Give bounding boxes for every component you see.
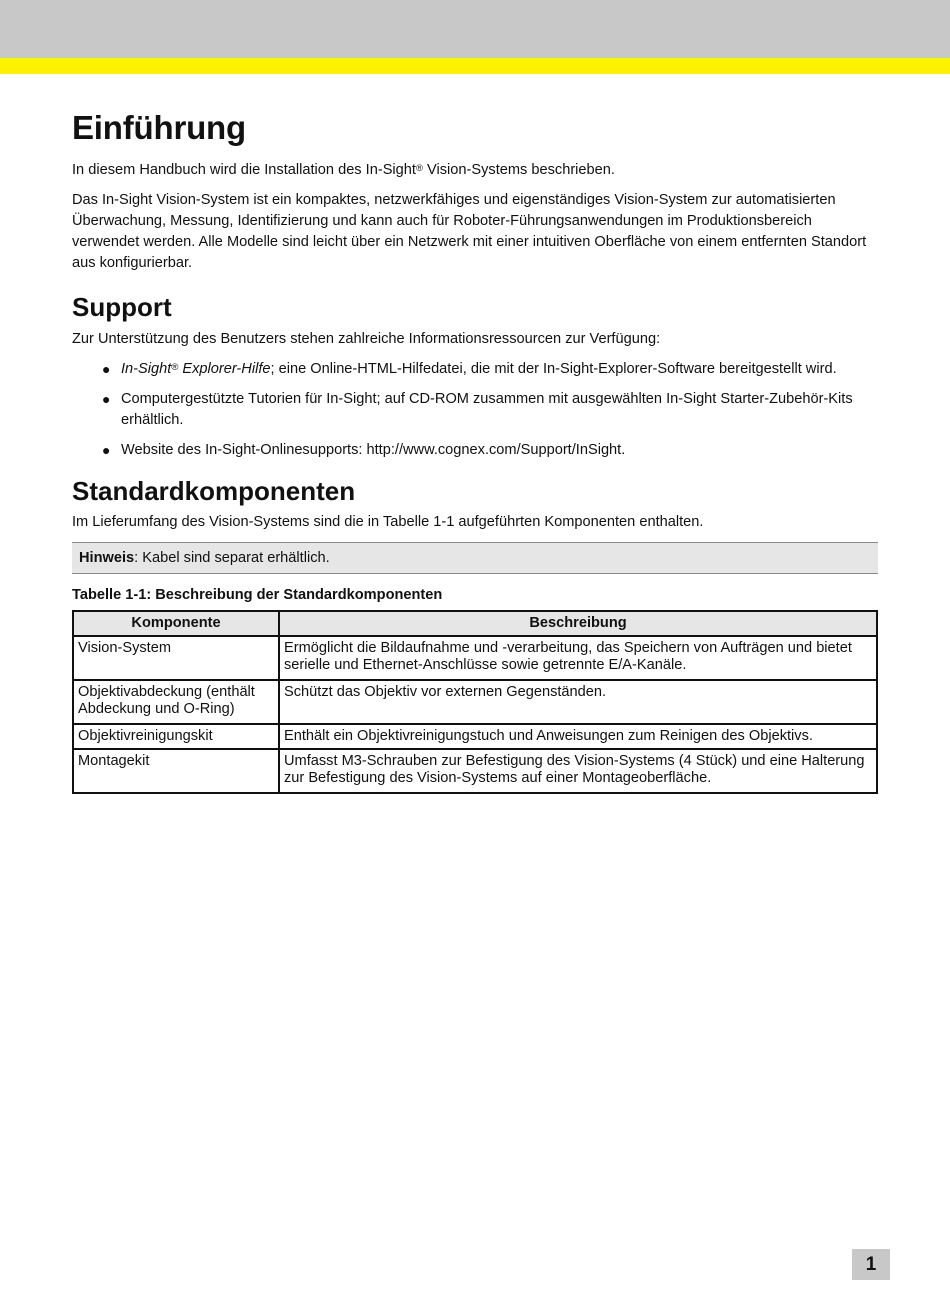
bullet1-rest: ; eine Online-HTML-Hilfedatei, die mit der In-Sight-Explorer-Software bereitgestellt wird. — [270, 361, 837, 377]
intro-paragraph-1 — [72, 160, 878, 181]
bullet-icon: ● — [102, 442, 111, 458]
table-cell: Objektivabdeckung (enthält Abdeckung und O-Ring) — [73, 680, 279, 724]
page-number: 1 — [852, 1249, 890, 1280]
list-item — [72, 389, 878, 431]
table-row — [73, 680, 877, 724]
components-table — [72, 610, 878, 794]
table-cell: Enthält ein Objektivreinigungstuch und Anweisungen zum Reinigen des Objektivs. — [279, 724, 877, 749]
table-row — [73, 724, 877, 749]
table-cell: Umfasst M3-Schrauben zur Befestigung des Vision-Systems (4 Stück) und eine Halterung zur Befestigung des Vision-Systems auf einer Montageoberfläche. — [279, 749, 877, 793]
registered-mark: ® — [415, 163, 423, 174]
table-caption: Tabelle 1-1: Beschreibung der Standardkomponenten — [72, 587, 443, 603]
note-text: : Kabel sind separat erhältlich. — [134, 550, 330, 566]
table-cell: Montagekit — [73, 749, 279, 793]
bullet-icon: ● — [102, 391, 111, 407]
note-box — [72, 542, 878, 574]
list-item — [72, 359, 878, 380]
table-cell: Objektivreinigungskit — [73, 724, 279, 749]
page-content — [72, 104, 878, 794]
support-resource-list — [72, 359, 878, 461]
intro-paragraph-2: Das In-Sight Vision-System ist ein kompaktes, netzwerkfähiges und eigenständiges Vision-System zur automatisierten Überwachung, Messung, Identifizierung und kann auch für Roboter-Führungsanwendungen im Produktionsbereich verwendet werden. Alle Modelle sind leicht über ein Netzwerk mit einer intuitiven Oberfläche von einem entfernten Standort aus konfigurierbar. — [72, 192, 867, 271]
intro-p1-after: Vision-Systems beschrieben. — [422, 162, 615, 178]
intro-heading: Einführung — [72, 109, 246, 146]
note-label: Hinweis — [79, 550, 135, 566]
bullet2-text: Computergestützte Tutorien für In-Sight; auf CD-ROM zusammen mit ausgewählten In-Sight Starter-Zubehör-Kits erhältlich. — [121, 391, 853, 428]
standard-components-heading: Standardkomponenten — [72, 476, 356, 506]
list-item — [72, 440, 878, 461]
bullet1-italic-a: In-Sight — [121, 361, 172, 377]
table-row — [73, 636, 877, 680]
table-cell: Schützt das Objektiv vor externen Gegenständen. — [279, 680, 877, 724]
support-heading: Support — [72, 292, 172, 322]
intro-p1-before: In diesem Handbuch wird die Installation des In-Sight — [72, 162, 416, 178]
header-gray-band — [0, 0, 950, 58]
bullet3-text: Website des In-Sight-Onlinesupports: http://www.cognex.com/Support/InSight. — [121, 442, 626, 458]
bullet-icon: ● — [102, 361, 111, 377]
standard-components-intro: Im Lieferumfang des Vision-Systems sind die in Tabelle 1-1 aufgeführten Komponenten enthalten. — [72, 514, 704, 530]
table-cell: Vision-System — [73, 636, 279, 680]
table-header-row — [73, 611, 877, 636]
table-cell: Ermöglicht die Bildaufnahme und -verarbeitung, das Speichern von Aufträgen und bietet serielle und Ethernet-Anschlüsse sowie getrennte E/A-Kanäle. — [279, 636, 877, 680]
bullet1-italic-b: Explorer-Hilfe — [178, 361, 271, 377]
support-intro: Zur Unterstützung des Benutzers stehen zahlreiche Informationsressourcen zur Verfügung: — [72, 331, 661, 347]
registered-mark: ® — [171, 362, 179, 373]
header-komponente: Komponente — [73, 611, 279, 636]
header-yellow-band — [0, 58, 950, 74]
table-row — [73, 749, 877, 793]
header-beschreibung: Beschreibung — [279, 611, 877, 636]
